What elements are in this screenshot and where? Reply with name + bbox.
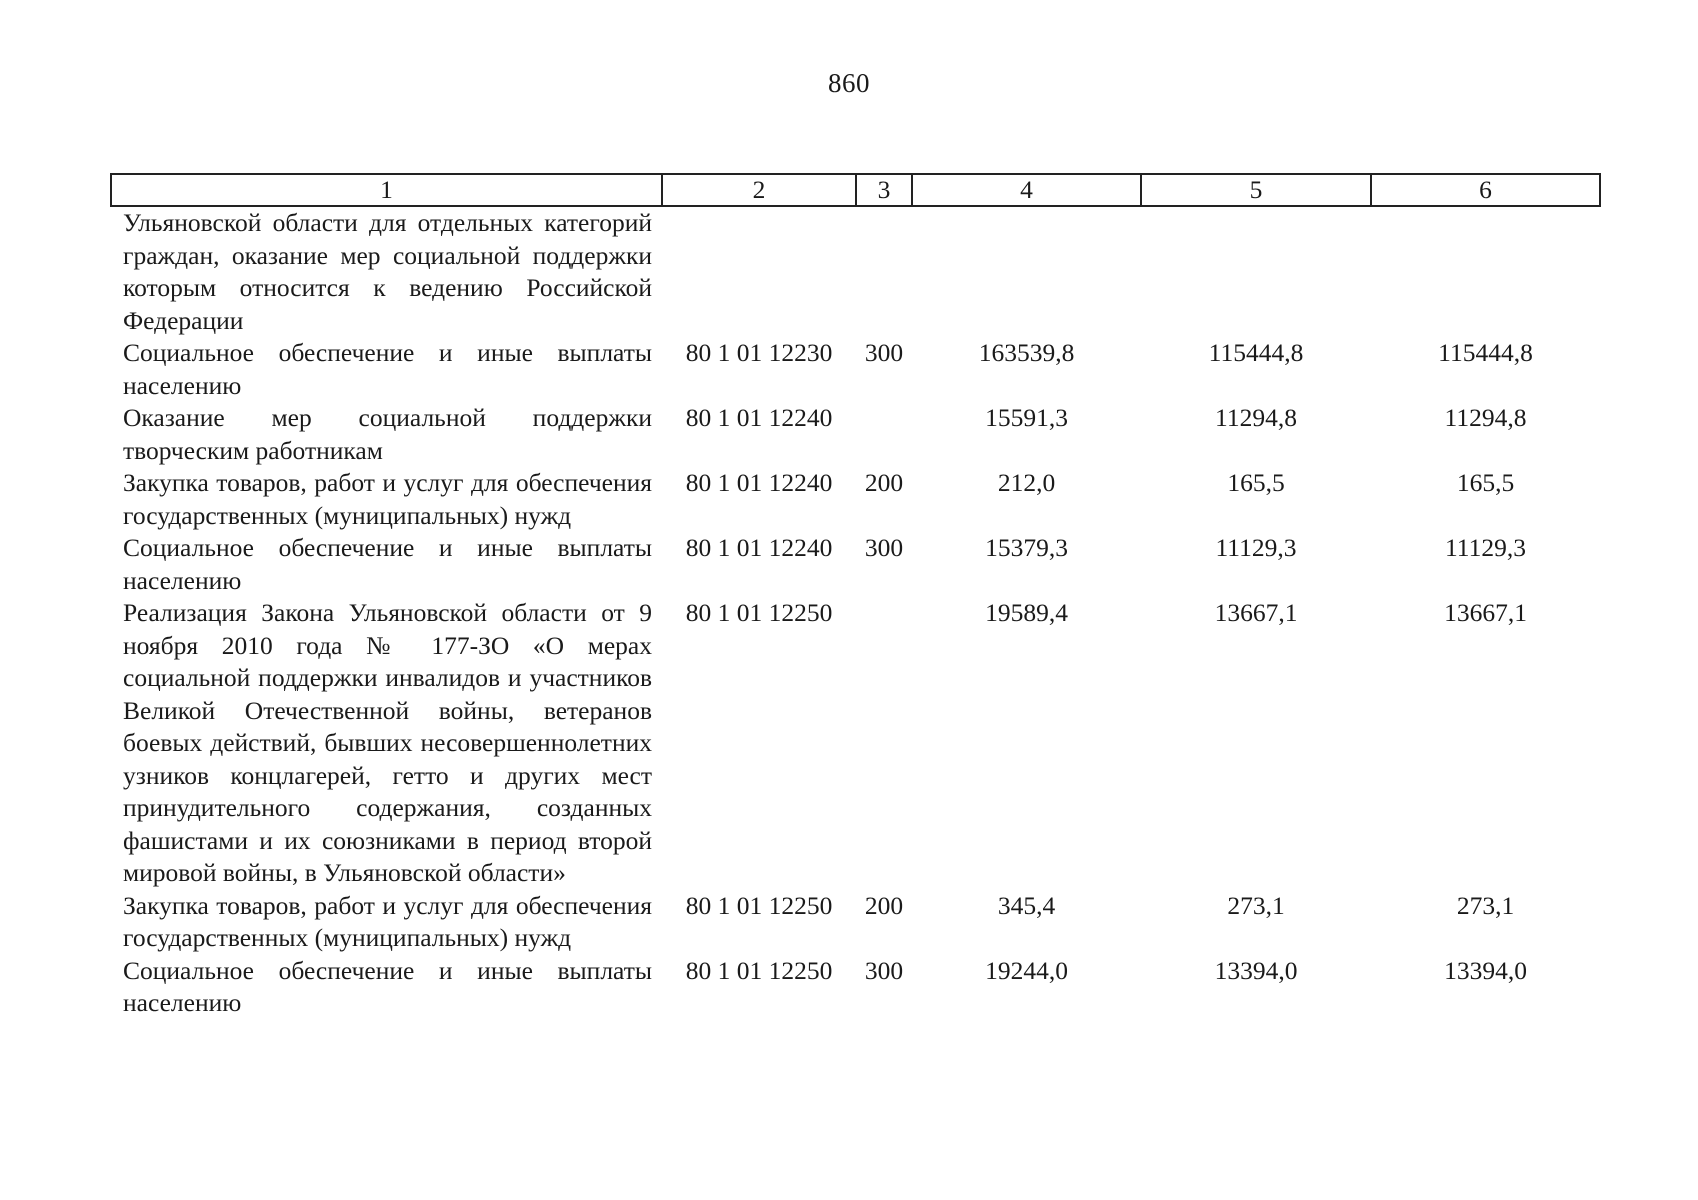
row-value-col4: 163539,8 xyxy=(978,338,1075,367)
row-code: 80 1 01 12240 xyxy=(685,468,833,497)
row-expense-type: 300 xyxy=(864,533,904,562)
column-header-2: 2 xyxy=(662,174,856,206)
row-value-col6: 11129,3 xyxy=(1445,533,1526,562)
row-code: 80 1 01 12230 xyxy=(685,338,833,367)
row-code: 80 1 01 12250 xyxy=(685,890,833,920)
row-code: 80 1 01 12250 xyxy=(685,598,833,627)
row-value-col5: 11129,3 xyxy=(1215,533,1297,562)
table-row xyxy=(111,402,1600,467)
row-value-col6: 115444,8 xyxy=(1438,338,1533,367)
row-value-col5: 165,5 xyxy=(1227,468,1285,497)
column-header-6: 6 xyxy=(1371,174,1600,206)
row-expense-type xyxy=(856,402,912,467)
table-row xyxy=(111,206,1600,337)
row-value-col5: 13667,1 xyxy=(1214,598,1298,627)
row-value-col4: 212,0 xyxy=(997,468,1056,497)
row-expense-type: 200 xyxy=(864,468,904,497)
table-row xyxy=(111,532,1600,597)
row-description: Социальное обеспечение и иные выплаты населению xyxy=(123,533,652,595)
row-value-col4 xyxy=(912,206,1141,337)
row-code: 80 1 01 12250 xyxy=(685,955,833,985)
row-value-col5: 13394,0 xyxy=(1214,955,1298,985)
table-row xyxy=(111,597,1600,890)
row-value-col5: 273,1 xyxy=(1227,890,1285,920)
row-code: 80 1 01 12240 xyxy=(685,403,833,432)
row-description: Закупка товаров, работ и услуг для обеспечения государственных (муниципальных) нужд xyxy=(123,890,652,952)
row-value-col4: 15591,3 xyxy=(985,403,1068,432)
table-header xyxy=(111,174,1600,206)
row-value-col6: 13394,0 xyxy=(1444,955,1527,985)
table-row xyxy=(111,467,1600,532)
row-description: Ульяновской области для отдельных категорий граждан, оказание мер социальной поддержки которым относится к ведению Российской Федерации xyxy=(123,208,652,335)
row-value-col5: 115444,8 xyxy=(1208,338,1304,367)
header-row xyxy=(111,174,1600,206)
budget-table xyxy=(110,173,1601,1020)
row-description: Реализация Закона Ульяновской области от 9 ноября 2010 года № 177-ЗО «О мерах социальной поддержки инвалидов и участников Великой Отечественной войны, ветеранов боевых действий, бывших несовершеннолетних узников концлагерей, гетто и других мест принудительного содержания, созданных фашистами и их союзниками в период второй мировой войны, в Ульяновской области» xyxy=(123,598,652,887)
row-value-col6: 11294,8 xyxy=(1444,403,1527,432)
row-code xyxy=(662,206,856,337)
row-description: Социальное обеспечение и иные выплаты населению xyxy=(123,338,652,400)
row-description: Социальное обеспечение и иные выплаты населению xyxy=(123,955,652,1017)
row-value-col4: 15379,3 xyxy=(985,533,1068,562)
table-row xyxy=(111,890,1600,955)
table-body xyxy=(111,206,1600,1020)
row-expense-type xyxy=(856,206,912,337)
row-expense-type xyxy=(856,597,912,890)
row-value-col6: 273,1 xyxy=(1456,890,1515,920)
row-value-col6 xyxy=(1371,206,1600,337)
page-number: 860 xyxy=(828,68,870,98)
row-description: Оказание мер социальной поддержки творческим работникам xyxy=(123,403,652,465)
row-value-col6: 165,5 xyxy=(1456,468,1515,497)
table-row xyxy=(111,955,1600,1020)
table-row xyxy=(111,337,1600,402)
row-expense-type: 200 xyxy=(864,890,904,920)
row-code: 80 1 01 12240 xyxy=(685,533,833,562)
row-value-col5: 11294,8 xyxy=(1215,403,1297,432)
row-value-col5 xyxy=(1141,206,1371,337)
row-expense-type: 300 xyxy=(864,338,904,367)
column-header-5: 5 xyxy=(1141,174,1371,206)
column-header-1: 1 xyxy=(111,174,662,206)
row-value-col4: 345,4 xyxy=(997,890,1056,920)
row-value-col4: 19244,0 xyxy=(985,955,1068,985)
column-header-3: 3 xyxy=(856,174,912,206)
row-value-col6: 13667,1 xyxy=(1444,598,1527,627)
row-description: Закупка товаров, работ и услуг для обеспечения государственных (муниципальных) нужд xyxy=(123,468,652,530)
row-expense-type: 300 xyxy=(864,955,904,985)
column-header-4: 4 xyxy=(912,174,1141,206)
row-value-col4: 19589,4 xyxy=(985,598,1068,627)
